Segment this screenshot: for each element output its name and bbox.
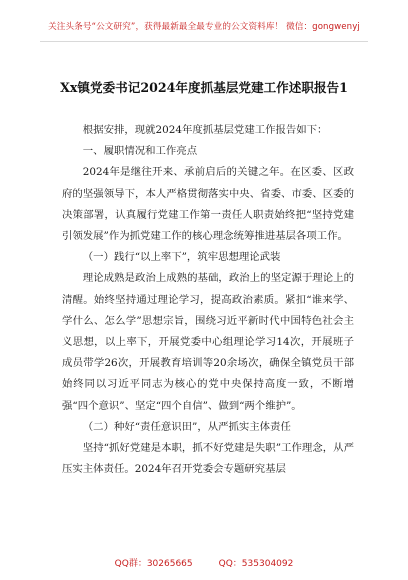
footer-contacts bbox=[0, 556, 408, 569]
paragraph-theory: 理论成熟是政治上成熟的基础，政治上的坚定源于理论上的清醒。始终坚持通过理论学习，提高政治素质。紧扣“谁来学、学什么、怎么学”思想宗旨，围绕习近平新时代中国特色社会主义思想，以上率下，开展党委中心组理论学习14次，开展班子成员带学26次，开展教育培训等20余场次，确保全镇党员干部始终同以习近平同志为核心的党中央保持高度一致，不断增强“四个意识”、坚定“四个自信”、做到“两个维护”。 bbox=[62, 272, 354, 412]
paragraph-overview: 2024年是继往开来、承前启后的关键之年。在区委、区政府的坚强领导下，本人严格贯彻落实中央、省委、市委、区委的决策部署，认真履行党建工作第一责任人职责始终把“坚持党建引领发展”作为抓党建工作的核心理念统筹推进基层各项工作。 bbox=[62, 166, 354, 243]
header-banner: 关注头条号“公文研究”，获得最新最全最专业的公文资料库！ 微信：gongwenyj bbox=[48, 22, 360, 32]
document-body bbox=[62, 120, 354, 480]
subheading-1: （一）践行“以上率下”，筑牢思想理论武装 bbox=[82, 251, 281, 264]
header-divider bbox=[40, 41, 368, 42]
footer-qq-group: QQ群：30265665 bbox=[114, 559, 193, 569]
footer-qq: QQ：535304092 bbox=[218, 559, 294, 569]
paragraph-responsibility: 坚持“抓好党建是本职，抓不好党建是失职”工作理念，从严压实主体责任。2024年召开党委会专题研究基层 bbox=[62, 442, 354, 476]
paragraph-intro: 根据安排，现就2024年度抓基层党建工作报告如下： bbox=[82, 124, 328, 136]
document-title: Xx镇党委书记2024年度抓基层党建工作述职报告1 bbox=[60, 80, 348, 95]
heading-section-1: 一、履职情况和工作亮点 bbox=[82, 145, 198, 158]
subheading-2: （二）种好“责任意识田”，从严抓实主体责任 bbox=[82, 420, 291, 433]
